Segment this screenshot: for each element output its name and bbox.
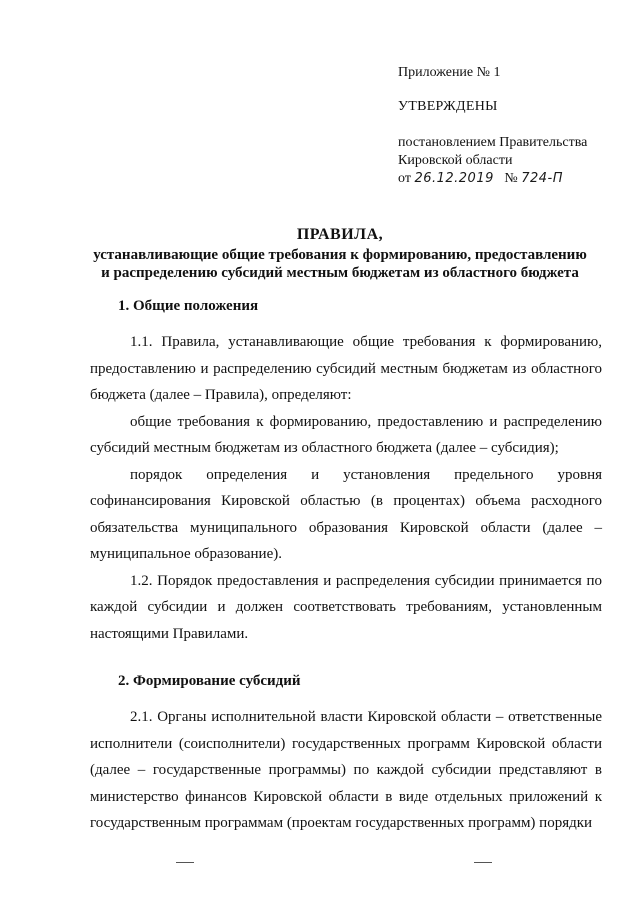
paragraph-2-1: 2.1. Органы исполнительной власти Кировской области – ответственные исполнители (соисполнители) государственных программ Кировской области (далее – государственные программы) по каждой субсидии представляют в министерство финансов Кировской области в виде отдельных приложений к государственным программам (проектам государственных программ) порядки bbox=[90, 709, 602, 831]
paragraph-1-1: 1.1. Правила, устанавливающие общие требования к формированию, предоставлению и распределению субсидий местным бюджетам из областного бюджета (далее – Правила), определяют: bbox=[90, 334, 602, 403]
approved-label: УТВЕРЖДЕНЫ bbox=[398, 99, 498, 114]
paragraph-1-1-b: порядок определения и установления предельного уровня софинансирования Кировской областью (в процентах) объема расходного обязательства муниципального образования Кировской области (далее – муниципальное образование). bbox=[90, 466, 602, 562]
decree-date: 26.12.2019 bbox=[414, 171, 494, 186]
decree-number: 724-П bbox=[521, 171, 564, 186]
number-prefix: № bbox=[504, 171, 518, 186]
appendix-label: Приложение № 1 bbox=[398, 65, 501, 80]
section-2-heading: 2. Формирование субсидий bbox=[118, 673, 301, 689]
paragraph-1-2: 1.2. Порядок предоставления и распределения субсидии принимается по каждой субсидии и должен соответствовать требованиям, установленным настоящими Правилами. bbox=[90, 572, 602, 642]
decree-line-1: постановлением Правительства bbox=[398, 135, 588, 150]
scan-mark-right bbox=[474, 862, 492, 863]
section-1-heading: 1. Общие положения bbox=[118, 298, 259, 314]
paragraph-1-1-a: общие требования к формированию, предоставлению и распределению субсидий местным бюджетам из областного бюджета (далее – субсидия); bbox=[90, 413, 602, 456]
scan-marks bbox=[0, 862, 640, 872]
approval-header bbox=[398, 64, 628, 188]
document-subtitle-line-2: и распределению субсидий местным бюджетам из областного бюджета bbox=[101, 265, 579, 281]
decree-date-line bbox=[398, 170, 628, 188]
document-title: ПРАВИЛА, bbox=[296, 226, 384, 243]
document-body bbox=[90, 298, 602, 837]
date-prefix: от bbox=[398, 171, 411, 186]
document-title-block bbox=[80, 226, 600, 282]
decree-line-2: Кировской области bbox=[398, 153, 513, 168]
decree-block bbox=[398, 134, 628, 188]
document-subtitle-line-1: устанавливающие общие требования к формированию, предоставлению bbox=[93, 247, 587, 263]
scan-mark-left bbox=[176, 862, 194, 863]
